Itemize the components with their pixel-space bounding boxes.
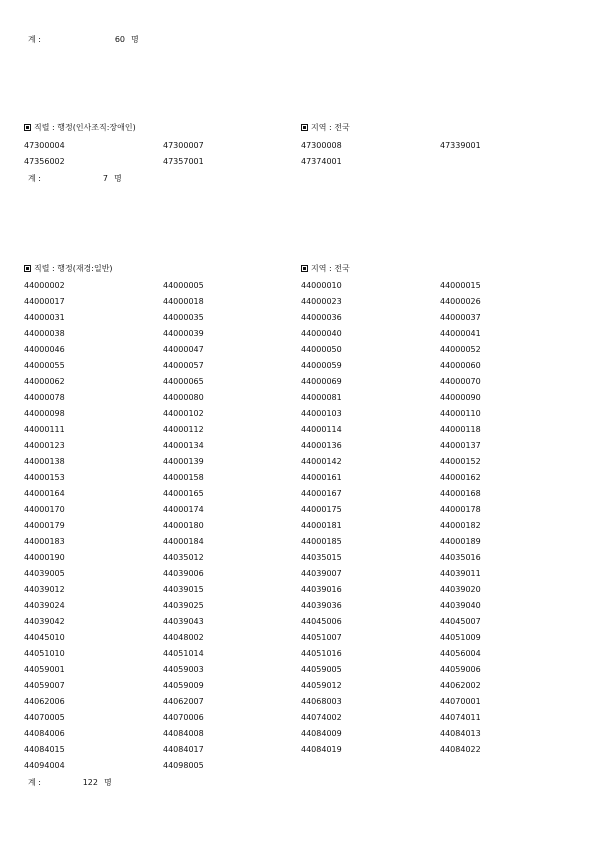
number-cell: 44000118 xyxy=(440,425,481,434)
number-cell: 44059001 xyxy=(24,665,65,674)
number-cell: 44039042 xyxy=(24,617,65,626)
total-count: 60 xyxy=(114,35,125,44)
job-label: 직렬 : 행정(인사조직:장애인) xyxy=(34,123,136,132)
number-cell: 44039024 xyxy=(24,601,65,610)
number-cell: 44000152 xyxy=(440,457,481,466)
number-cell: 44000062 xyxy=(24,377,65,386)
region-label: 지역 : 전국 xyxy=(311,264,350,273)
number-cell: 44035012 xyxy=(163,553,204,562)
number-cell: 44000180 xyxy=(163,521,204,530)
number-cell: 44084013 xyxy=(440,729,481,738)
number-cell: 44045006 xyxy=(301,617,342,626)
number-cell: 44062006 xyxy=(24,697,65,706)
number-cell: 44045010 xyxy=(24,633,65,642)
number-cell: 44059009 xyxy=(163,681,204,690)
number-cell: 44000182 xyxy=(440,521,481,530)
number-cell: 44039043 xyxy=(163,617,204,626)
number-cell: 44000010 xyxy=(301,281,342,290)
checkbox-square-icon xyxy=(24,124,31,131)
number-cell: 44039040 xyxy=(440,601,481,610)
number-cell: 47300007 xyxy=(163,141,204,150)
number-cell: 44000059 xyxy=(301,361,342,370)
number-cell: 44000183 xyxy=(24,537,65,546)
number-cell: 44000069 xyxy=(301,377,342,386)
number-cell: 44000114 xyxy=(301,425,342,434)
number-cell: 44000174 xyxy=(163,505,204,514)
number-cell: 44000070 xyxy=(440,377,481,386)
number-cell: 44039007 xyxy=(301,569,342,578)
checkbox-square-icon xyxy=(301,265,308,272)
number-cell: 44039016 xyxy=(301,585,342,594)
number-cell: 44000110 xyxy=(440,409,481,418)
number-cell: 44000103 xyxy=(301,409,342,418)
number-cell: 44000052 xyxy=(440,345,481,354)
checkbox-square-icon xyxy=(301,124,308,131)
number-cell: 44084008 xyxy=(163,729,204,738)
number-cell: 44000098 xyxy=(24,409,65,418)
number-cell: 44035016 xyxy=(440,553,481,562)
number-cell: 44045007 xyxy=(440,617,481,626)
number-cell: 44070001 xyxy=(440,697,481,706)
top-total-line xyxy=(28,36,148,46)
number-cell: 44000137 xyxy=(440,441,481,450)
region-label: 지역 : 전국 xyxy=(311,123,350,132)
number-cell: 44000038 xyxy=(24,329,65,338)
section-2-total-line xyxy=(28,779,148,789)
number-cell: 44051016 xyxy=(301,649,342,658)
number-cell: 44000050 xyxy=(301,345,342,354)
number-cell: 44000057 xyxy=(163,361,204,370)
section-2-region-header xyxy=(301,265,350,273)
number-cell: 44000165 xyxy=(163,489,204,498)
number-cell: 44000002 xyxy=(24,281,65,290)
number-cell: 44068003 xyxy=(301,697,342,706)
number-cell: 44000081 xyxy=(301,393,342,402)
number-cell: 44000047 xyxy=(163,345,204,354)
number-cell: 44059003 xyxy=(163,665,204,674)
number-cell: 44000164 xyxy=(24,489,65,498)
number-cell: 44059006 xyxy=(440,665,481,674)
number-cell: 44039012 xyxy=(24,585,65,594)
total-count: 122 xyxy=(82,778,98,787)
number-cell: 44062002 xyxy=(440,681,481,690)
total-label: 계 : xyxy=(28,174,41,183)
number-cell: 44000090 xyxy=(440,393,481,402)
number-cell: 44039036 xyxy=(301,601,342,610)
number-cell: 44059007 xyxy=(24,681,65,690)
number-cell: 44035015 xyxy=(301,553,342,562)
number-cell: 44000153 xyxy=(24,473,65,482)
number-cell: 44039006 xyxy=(163,569,204,578)
number-cell: 44000179 xyxy=(24,521,65,530)
number-cell: 44084015 xyxy=(24,745,65,754)
number-cell: 44000170 xyxy=(24,505,65,514)
number-cell: 44000111 xyxy=(24,425,65,434)
number-cell: 44000138 xyxy=(24,457,65,466)
number-cell: 44094004 xyxy=(24,761,65,770)
total-label: 계 : xyxy=(28,35,41,44)
number-cell: 44000078 xyxy=(24,393,65,402)
number-cell: 47339001 xyxy=(440,141,481,150)
total-unit: 명 xyxy=(104,778,112,787)
number-cell: 44084019 xyxy=(301,745,342,754)
number-cell: 44000037 xyxy=(440,313,481,322)
number-cell: 44000161 xyxy=(301,473,342,482)
number-cell: 44000167 xyxy=(301,489,342,498)
number-cell: 44000123 xyxy=(24,441,65,450)
number-cell: 44000178 xyxy=(440,505,481,514)
section-1-job-header xyxy=(24,124,136,132)
number-cell: 44000181 xyxy=(301,521,342,530)
number-cell: 44000112 xyxy=(163,425,204,434)
number-cell: 44000040 xyxy=(301,329,342,338)
number-cell: 44000017 xyxy=(24,297,65,306)
number-cell: 44062007 xyxy=(163,697,204,706)
number-cell: 44039025 xyxy=(163,601,204,610)
number-cell: 44084017 xyxy=(163,745,204,754)
number-cell: 44000175 xyxy=(301,505,342,514)
number-cell: 44000060 xyxy=(440,361,481,370)
number-cell: 47374001 xyxy=(301,157,342,166)
number-cell: 44000134 xyxy=(163,441,204,450)
section-2-job-header xyxy=(24,265,113,273)
number-cell: 44000065 xyxy=(163,377,204,386)
number-cell: 47300004 xyxy=(24,141,65,150)
number-cell: 44000036 xyxy=(301,313,342,322)
number-cell: 44000046 xyxy=(24,345,65,354)
number-cell: 44000162 xyxy=(440,473,481,482)
number-cell: 44000035 xyxy=(163,313,204,322)
number-cell: 44000142 xyxy=(301,457,342,466)
number-cell: 44000185 xyxy=(301,537,342,546)
number-cell: 44051007 xyxy=(301,633,342,642)
total-unit: 명 xyxy=(114,174,122,183)
number-cell: 44039011 xyxy=(440,569,481,578)
number-cell: 44074011 xyxy=(440,713,481,722)
number-cell: 44059005 xyxy=(301,665,342,674)
total-label: 계 : xyxy=(28,778,41,787)
number-cell: 47357001 xyxy=(163,157,204,166)
section-1-region-header xyxy=(301,124,350,132)
number-cell: 44039005 xyxy=(24,569,65,578)
number-cell: 44051010 xyxy=(24,649,65,658)
section-1-total-line xyxy=(28,175,148,185)
number-cell: 44039015 xyxy=(163,585,204,594)
number-cell: 44059012 xyxy=(301,681,342,690)
number-cell: 44000018 xyxy=(163,297,204,306)
checkbox-square-icon xyxy=(24,265,31,272)
number-cell: 44000015 xyxy=(440,281,481,290)
number-cell: 44070005 xyxy=(24,713,65,722)
number-cell: 44000023 xyxy=(301,297,342,306)
total-count: 7 xyxy=(102,174,108,183)
number-cell: 44000102 xyxy=(163,409,204,418)
number-cell: 47356002 xyxy=(24,157,65,166)
number-cell: 44051014 xyxy=(163,649,204,658)
total-unit: 명 xyxy=(131,35,139,44)
number-cell: 44000031 xyxy=(24,313,65,322)
number-cell: 44000190 xyxy=(24,553,65,562)
number-cell: 44000189 xyxy=(440,537,481,546)
number-cell: 44051009 xyxy=(440,633,481,642)
number-cell: 44000184 xyxy=(163,537,204,546)
number-cell: 44084006 xyxy=(24,729,65,738)
number-cell: 44000136 xyxy=(301,441,342,450)
number-cell: 44000158 xyxy=(163,473,204,482)
number-cell: 44000026 xyxy=(440,297,481,306)
number-cell: 44084009 xyxy=(301,729,342,738)
number-cell: 44000055 xyxy=(24,361,65,370)
number-cell: 47300008 xyxy=(301,141,342,150)
number-cell: 44000080 xyxy=(163,393,204,402)
number-cell: 44056004 xyxy=(440,649,481,658)
number-cell: 44000041 xyxy=(440,329,481,338)
number-cell: 44098005 xyxy=(163,761,204,770)
number-cell: 44000168 xyxy=(440,489,481,498)
job-label: 직렬 : 행정(재경:일반) xyxy=(34,264,113,273)
number-cell: 44039020 xyxy=(440,585,481,594)
number-cell: 44070006 xyxy=(163,713,204,722)
number-cell: 44084022 xyxy=(440,745,481,754)
number-cell: 44000005 xyxy=(163,281,204,290)
number-cell: 44074002 xyxy=(301,713,342,722)
number-cell: 44048002 xyxy=(163,633,204,642)
number-cell: 44000039 xyxy=(163,329,204,338)
number-cell: 44000139 xyxy=(163,457,204,466)
